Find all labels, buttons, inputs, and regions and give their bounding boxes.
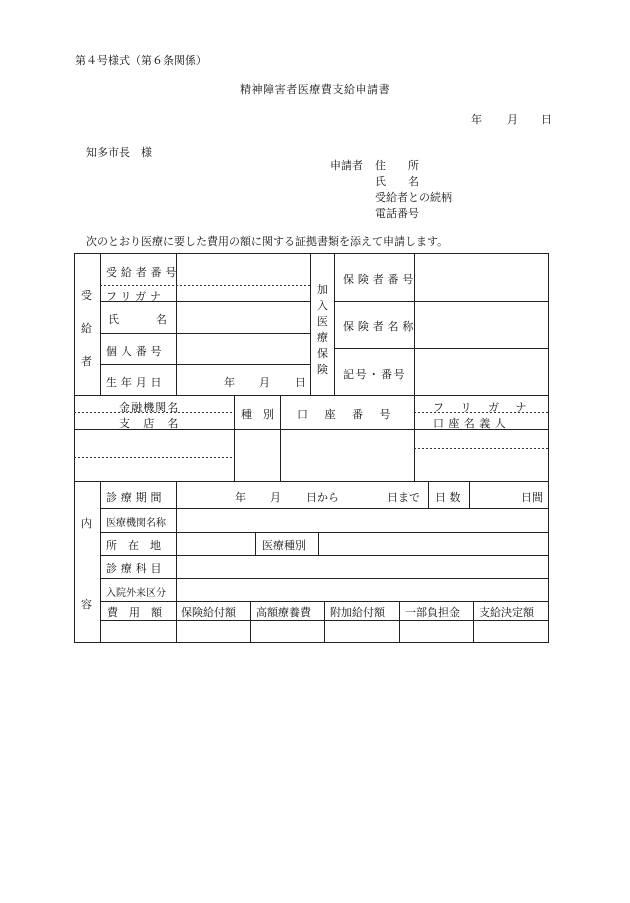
content-group-label-1: 内: [81, 517, 92, 530]
applicant-name-label: 氏 名: [375, 175, 419, 188]
bank-institution-label: 金融機関名: [119, 401, 180, 414]
cost-header-insurance: 保険給付額: [181, 606, 236, 619]
period-from: 日から: [306, 491, 339, 504]
recipient-birthdate-label: 生年月日: [106, 376, 166, 389]
bank-furigana-label: フ リ ガ ナ: [433, 401, 530, 414]
insurer-number-label: 保険者番号: [343, 273, 418, 286]
insurance-group-label-3: 医: [317, 315, 328, 328]
applicant-phone-label: 電話番号: [375, 207, 419, 220]
cost-header-decision: 支給決定額: [479, 606, 534, 619]
recipient-group-label-1: 受: [81, 289, 92, 302]
bank-holder-label: 口座名義人: [433, 417, 510, 430]
inout-label: 入院外来区分: [106, 588, 166, 599]
period-label: 診療期間: [106, 491, 166, 504]
bank-type-label: 種 別: [241, 408, 274, 421]
content-group-label-2: 容: [81, 598, 92, 611]
cost-header-copay: 一部負担金: [405, 606, 460, 619]
department-label: 診療科目: [106, 562, 166, 575]
applicant-label: 申請者: [330, 159, 363, 172]
recipient-personal-number-label: 個人番号: [106, 345, 166, 358]
location-label: 所 在 地: [106, 539, 161, 552]
days-label: 日 数: [435, 491, 461, 504]
applicant-address-label: 住 所: [375, 159, 419, 172]
recipient-number-label: 受給者番号: [106, 266, 181, 279]
recipient-group-label-2: 給: [81, 322, 92, 335]
days-unit: 日間: [521, 491, 543, 504]
cost-header-additional: 附加給付額: [330, 606, 385, 619]
applicant-relation-label: 受給者との続柄: [375, 191, 452, 204]
institution-name-label: 医療機関名称: [106, 518, 166, 529]
page-title: 精神障害者医療費支給申請書: [240, 83, 391, 96]
statement: 次のとおり医療に要した費用の額に関する証拠書類を添えて申請します。: [86, 235, 449, 248]
birth-day: 日: [295, 376, 306, 389]
addressee: 知多市長 様: [86, 146, 152, 159]
date-year: 年: [471, 113, 482, 126]
cost-header-high: 高額療養費: [256, 606, 311, 619]
insurer-name-label: 保険者名称: [343, 320, 418, 333]
cost-header-total: 費 用 額: [107, 606, 162, 619]
birth-month: 月: [259, 376, 270, 389]
bank-branch-label: 支 店 名: [119, 417, 180, 430]
period-month: 月: [270, 491, 281, 504]
birth-year: 年: [224, 376, 235, 389]
insurance-group-label-6: 険: [317, 363, 328, 376]
insurance-group-label-2: 入: [317, 299, 328, 312]
period-to: 日まで: [387, 491, 420, 504]
date-month: 月: [507, 113, 518, 126]
insurance-group-label-5: 保: [317, 347, 328, 360]
period-year: 年: [235, 491, 246, 504]
recipient-group-label-3: 者: [81, 355, 92, 368]
medical-type-label: 医療種別: [262, 539, 306, 552]
bank-account-number-label: 口 座 番 号: [297, 408, 394, 421]
form-number: 第４号様式（第６条関係）: [75, 54, 207, 67]
recipient-name-label: 氏 名: [108, 313, 172, 326]
insurance-group-label-4: 療: [317, 331, 328, 344]
recipient-furigana-label: フリガナ: [106, 290, 165, 303]
date-day: 日: [541, 113, 552, 126]
symbol-number-label: 記号・番号: [343, 368, 407, 381]
insurance-group-label-1: 加: [317, 283, 328, 296]
